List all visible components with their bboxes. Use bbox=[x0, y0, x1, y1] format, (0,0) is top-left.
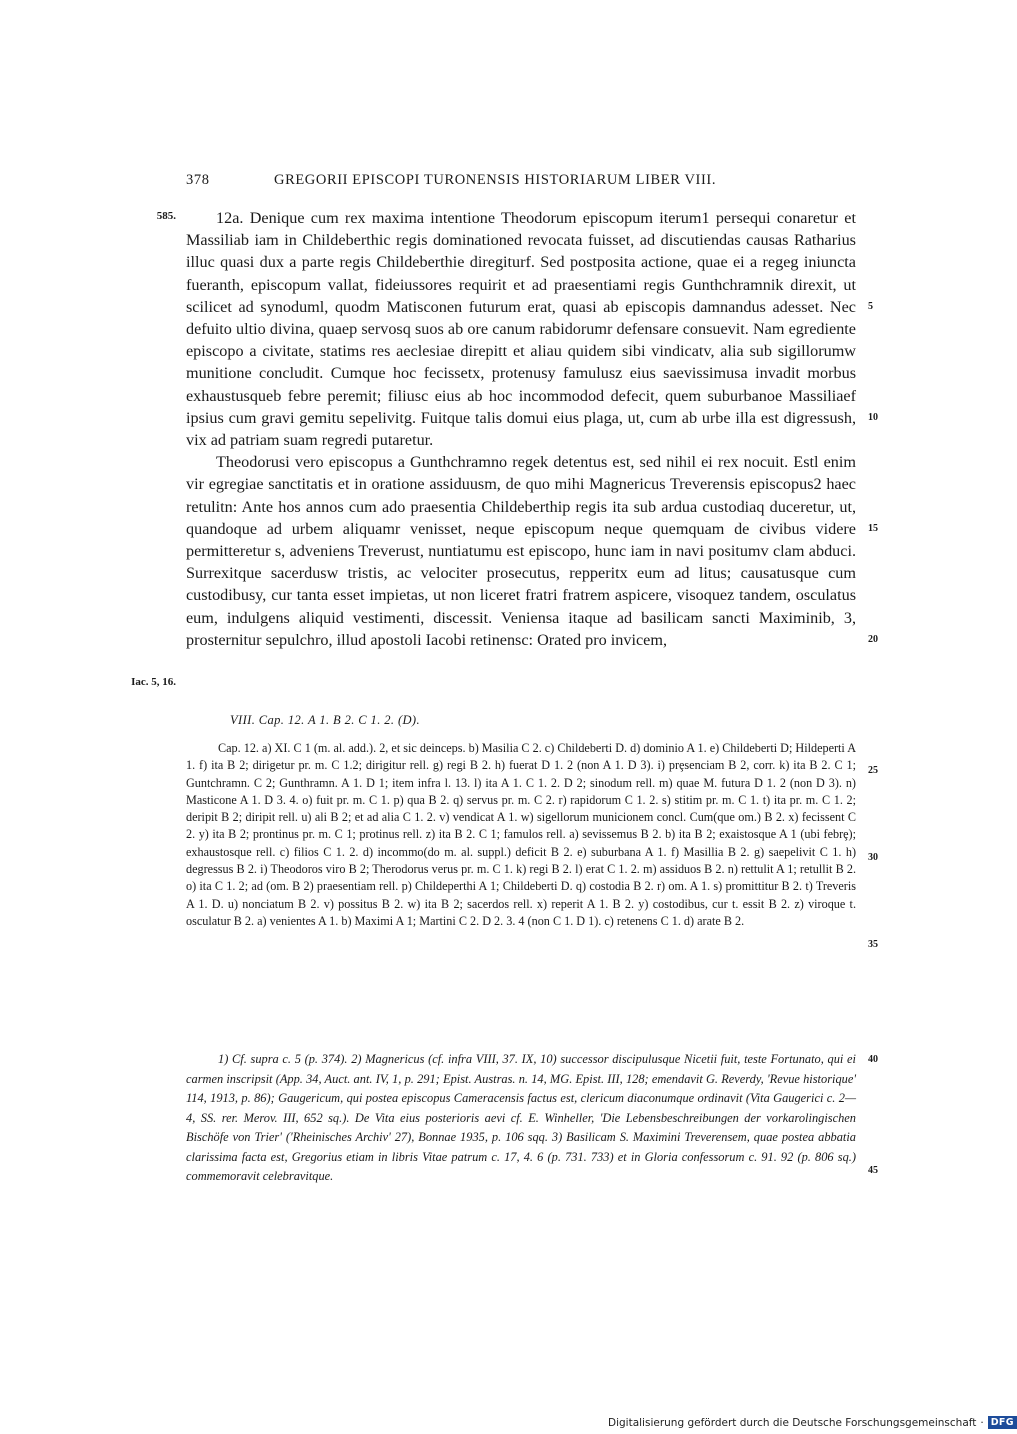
line-number: 15 bbox=[868, 523, 878, 534]
line-number: 30 bbox=[868, 852, 878, 863]
paragraph: Theodorusi vero episcopus a Gunthchramno regek detentus est, sed nihil ei rex nocuit. Estl enim vir egregiae sanctitatis et in oratione assiduusm, de quo mihi Magnericus Treverensis episcopus2 haec retulitn: Ante hos annos cum ado praesentia Childeberthip regis ita sub ardua custodiaq duceretur, ut, quandoque ad urbem aliquamr venisset, neque episcopum neque quemquam de civibus videre permitteretur s, adveniens Treverust, nuntiatumu est episcopo, hunc iam in navi positumv clam abduci. Surrexitque sacerdusw tristis, ac velociter prosecutus, repperitx eum ad litus; causatusque cum custodibusy, cur tanta esset impietas, ut non liceret fratri fratrem aspicere, visoquez tandem, osculatus eum, indulgens aliquid vestimenti, discessit. Veniensa itaque ad basilicam sancti Maximinib, 3, prosternitur sepulchro, illud apostoli Iacobi retinensc: Orated pro invicem, bbox=[186, 453, 856, 649]
line-number: 45 bbox=[868, 1165, 878, 1176]
apparatus-heading: VIII. Cap. 12. A 1. B 2. C 1. 2. (D). bbox=[230, 713, 421, 727]
running-title: GREGORII EPISCOPI TURONENSIS HISTORIARUM LIBER VIII. bbox=[274, 172, 717, 188]
line-number: 25 bbox=[868, 765, 878, 776]
separator: · bbox=[980, 1416, 984, 1429]
margin-scripture-ref: Iac. 5, 16. bbox=[131, 676, 176, 688]
footnote-text: 1) Cf. supra c. 5 (p. 374). 2) Magnericus (cf. infra VIII, 37. IX, 10) successor discipulusque Nicetii fuit, teste Fortunato, qui ei carmen inscripsit (App. 34, Auct. ant. IV, 1, p. 291; Epist. Austras. n. 14, MG. Epist. III, 128; emendavit G. Reverdy, 'Revue historique' 114, 1913, p. 86); Gaugericum, qui postea episcopus Cameracensis factus est, clericum diaconumque ordinavit (Vita Gaugerici c. 2—4, SS. rer. Merov. III, 652 sq.). De Vita eius posterioris aevi cf. E. Winheller, 'Die Lebensbeschreibungen der vorkarolingischen Bischöfe von Trier' ('Rheinisches Archiv' 27), Bonnae 1935, p. 106 sqq. 3) Basilicam S. Maximini Treverensem, quae postea abbatia clarissima facta est, Gregorius etiam in libris Vitae patrum c. 17, 4. 6 (p. 731. 733) et in Gloria confessorum c. 91. 92 (p. 806 sq.) commemoravit celebravitque. bbox=[186, 1052, 856, 1183]
paragraph: 12a. Denique cum rex maxima intentione Theodorum episcopum iterum1 persequi conaretur et Massiliab iam in Childeberthic regis dominationed revocata fuisset, ad discutiendas causas Ratharius illuc quasi dux a parte regis Childeberthie diregiturf. Sed postposita actione, quae ei a regeg iniuncta fueranth, episcopum vallat, fideiussores requirit et ad praesentiami regis Gunthchramnik direxit, ut scilicet ad synoduml, quodm Matisconen futurum erat, quasi ab episcopis damnandus adesset. Nec defuito ultio divina, quaep servosq suos ab ore canum rabidorumr defensare consuevit. Nam egrediente episcopo a civitate, statims res aeclesiae direpitt et aliau quidem sibi vindicatv, alia sub sigillorumw munitione concludit. Cumque hoc fecissetx, protenusy famulusz eius saevissimusa invadit morbus exhaustusqueb febre peremit; filiusc eius ab hoc incommodod defecit, quem suburbanoe Massiliaef ipsius cum gravi gemitu sepelivitg. Fuitque talis domui eius plaga, ut, cum ab urbe illa est digressush, vix ad patriam suam regredi putaretur. bbox=[186, 209, 856, 450]
digitization-credit bbox=[608, 1416, 1017, 1429]
dfg-logo: DFG bbox=[988, 1416, 1017, 1429]
critical-apparatus bbox=[186, 740, 856, 930]
line-number: 5 bbox=[868, 301, 873, 312]
credit-text: Digitalisierung gefördert durch die Deutsche Forschungsgemeinschaft bbox=[608, 1416, 977, 1429]
line-number: 20 bbox=[868, 634, 878, 645]
line-number: 10 bbox=[868, 412, 878, 423]
margin-year: 585. bbox=[156, 210, 176, 222]
line-number: 35 bbox=[868, 939, 878, 950]
line-number: 40 bbox=[868, 1054, 878, 1065]
main-text bbox=[186, 207, 856, 651]
page-number: 378 bbox=[186, 172, 210, 188]
footnotes bbox=[186, 1050, 856, 1187]
apparatus-text: Cap. 12. a) XI. C 1 (m. al. add.). 2, et sic deinceps. b) Masilia C 2. c) Childeberti D. d) dominio A 1. e) Childeberti D; Hildeperti A 1. f) ita B 2; dirigetur pr. m. C 1.2; dirigitur rell. g) regi B 2. h) fuerat D 1. 2 (non A 1. D 3). i) prȩsenciam B 2, corr. k) ita B 2. C 1; Guntchramn. C 2; Gunthramn. A 1. D 1; item infra l. 13. l) ita A 1. C 1. 2. D 2; sinodum rell. m) quae M. futura D 1. 2 (non D 3). n) Masticone A 1. D 3. 4. o) fuit pr. m. C 1. p) qua B 2. q) servus pr. m. C 2. r) rapidorum C 1. 2. s) stitim pr. m. C 1. t) ita pr. m. C 1. 2; deripit B 2; diripit rell. u) ali B 2; et ad alia C 1. 2. v) vendicat A 1. w) sigellorum municionem concl. Cum(que om.) B 2. x) fecissent C 2. y) ita B 2; prontinus pr. m. C 1; protinus rell. z) ita B 2. C 1; famulos rell. a) sevissemus B 2. b) ita B 2; exaistosque A 1 (ubi febrȩ); exhaustosque rell. c) filios C 1. 2. d) incommo(do m. al. suppl.) deficit B 2. e) suburbana A 1. f) Masillia B 2. g) saepelivit C 1. h) degressus B 2. i) Theodoros viro B 2; Therodorus verus pr. m. C 1. k) regi B 2. l) erat C 1. 2. m) assiduos B 2. n) rettulit A 1; retullit B 2. o) ita C 1. 2; ad (om. B 2) praesentiam rell. p) Childeperthi A 1; Childeberti D. q) costodia B 2. r) om. A 1. s) promittitur B 2. t) Treveris A 1. D. u) nonciatum B 2. v) possitus B 2. w) ita B 2; sacerdos rell. x) reperit A 1. B 2. y) costodibus, cur t. essit B 2. z) viroque t. osculatur B 2. a) venientes A 1. b) Maximi A 1; Martini C 2. D 2. 3. 4 (non C 1. D 1). c) retenens C 1. d) arate B 2. bbox=[186, 741, 856, 928]
